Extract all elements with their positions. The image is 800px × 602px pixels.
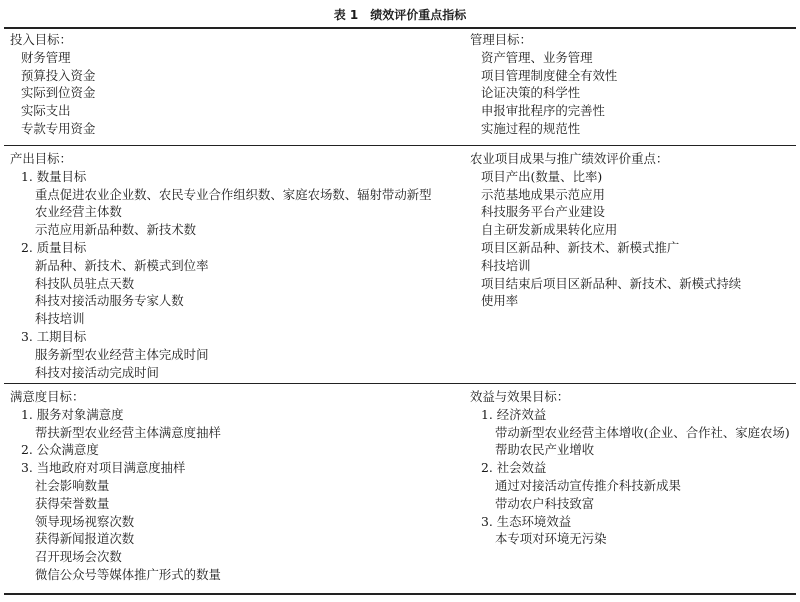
cell-subheading: 实施过程的规范性 [481, 121, 581, 136]
cell-item: 科技对接活动服务专家人数 [35, 293, 184, 309]
cell-heading: 产出目标： [10, 151, 72, 166]
cell-item: 重点促进农业企业数、农民专业合作组织数、家庭农场数、辐射带动新型 [35, 186, 432, 202]
cell-item: 社会影响数量 [35, 478, 110, 493]
cell-subheading: 3. 当地政府对项目满意度抽样 [21, 460, 186, 476]
cell-subheading: 实际到位资金 [21, 85, 96, 101]
cell-subheading: 项目区新品种、新技术、新模式推广 [481, 240, 680, 255]
cell-subheading: 1. 服务对象满意度 [21, 406, 124, 422]
cell-subheading: 示范基地成果示范应用 [481, 186, 605, 202]
cell-subheading: 实际支出 [21, 103, 71, 119]
cell-subheading: 项目结束后项目区新品种、新技术、新模式持续 [481, 275, 742, 291]
cell-item: 帮扶新型农业经营主体满意度抽样 [35, 424, 221, 440]
cell-item: 领导现场视察次数 [35, 513, 135, 529]
cell-item: 科技队员驻点天数 [35, 275, 135, 291]
cell-subheading: 财务管理 [21, 49, 71, 65]
cell-item: 获得新闻报道次数 [35, 531, 135, 547]
cell-heading: 效益与效果目标： [470, 389, 570, 404]
cell-item: 新品种、新技术、新模式到位率 [35, 257, 209, 273]
cell-item: 帮助农民产业增收 [495, 442, 595, 458]
cell-subheading: 科技培训 [481, 257, 531, 273]
cell-item: 带动新型农业经营主体增收(企业、合作社、家庭农场) [495, 424, 790, 440]
row-divider [4, 383, 796, 384]
cell-subheading: 1. 经济效益 [481, 406, 547, 422]
cell-subheading: 预算投入资金 [21, 67, 96, 83]
cell-subheading: 自主研发新成果转化应用 [481, 222, 618, 238]
cell-subheading: 1. 数量目标 [21, 168, 87, 184]
cell-subheading: 项目产出(数量、比率) [481, 168, 603, 184]
cell-item: 示范应用新品种数、新技术数 [35, 222, 197, 238]
row-divider [4, 145, 796, 146]
cell-subheading: 科技服务平台产业建设 [481, 204, 605, 220]
cell-heading: 农业项目成果与推广绩效评价重点： [470, 151, 669, 166]
cell-heading: 满意度目标： [10, 389, 85, 404]
cell-item: 召开现场会次数 [35, 549, 122, 565]
cell-item: 本专项对环境无污染 [495, 531, 607, 547]
cell-subheading: 3. 工期目标 [21, 329, 87, 344]
cell-subheading: 2. 社会效益 [481, 460, 547, 476]
cell-subheading: 论证决策的科学性 [481, 85, 581, 101]
cell-item: 获得荣誉数量 [35, 495, 110, 511]
cell-subheading: 专款专用资金 [21, 121, 96, 136]
cell-item: 科技对接活动完成时间 [35, 364, 159, 380]
cell-subheading: 申报审批程序的完善性 [481, 103, 605, 119]
cell-item: 通过对接活动宣传推介科技新成果 [495, 478, 681, 493]
cell-subheading: 资产管理、业务管理 [481, 49, 593, 65]
cell-heading: 管理目标： [470, 32, 532, 47]
cell-heading: 投入目标： [10, 32, 72, 47]
cell-subheading: 2. 公众满意度 [21, 442, 99, 458]
table-bottom-rule [4, 593, 796, 595]
cell-item: 服务新型农业经营主体完成时间 [35, 346, 209, 362]
cell-item: 带动农户科技致富 [495, 495, 595, 511]
cell-subheading: 使用率 [481, 293, 519, 309]
cell-item: 农业经营主体数 [35, 204, 122, 220]
cell-subheading: 项目管理制度健全有效性 [481, 67, 618, 83]
table-top-rule [4, 27, 796, 29]
cell-subheading: 3. 生态环境效益 [481, 513, 572, 529]
table-caption: 表 1 绩效评价重点指标 [333, 8, 467, 22]
cell-subheading: 2. 质量目标 [21, 240, 87, 255]
cell-item: 微信公众号等媒体推广形式的数量 [35, 567, 221, 582]
cell-item: 科技培训 [35, 311, 85, 327]
